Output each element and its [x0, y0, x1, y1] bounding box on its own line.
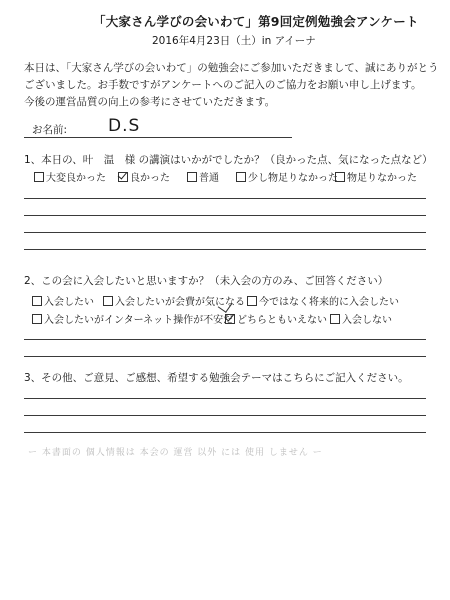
q3-answer-line-3[interactable]	[24, 432, 426, 433]
checkbox-icon	[330, 314, 340, 324]
survey-date: 2016年4月23日（土）in アイーナ	[152, 35, 316, 47]
q3-text: 3、その他、ご意見、ご感想、希望する勉強会テーマはこちらにご記入ください。	[24, 372, 409, 384]
q1-option-5[interactable]: 物足りなかった	[335, 169, 417, 184]
q2-option-4[interactable]: 入会したいがインターネット操作が不安だ	[32, 311, 233, 326]
q2-answer-line-2[interactable]	[24, 356, 426, 357]
checked-checkbox-icon	[118, 172, 128, 182]
q1-answer-line-1[interactable]	[24, 198, 426, 199]
q1-answer-line-2[interactable]	[24, 215, 426, 216]
survey-title: 「大家さん学びの会いわて」第9回定例勉強会アンケート	[93, 14, 419, 29]
intro-line-3: 今後の運営品質の向上の参考にさせていただきます。	[24, 96, 276, 108]
checked-checkbox-icon	[225, 314, 235, 324]
checkbox-icon	[247, 296, 257, 306]
q1-option-2[interactable]: 良かった	[118, 169, 170, 184]
intro-line-2: ございました。お手数ですがアンケートへのご記入のご協力をお願い申し上げます。	[24, 79, 422, 91]
checkbox-icon	[32, 314, 42, 324]
q1-answer-line-4[interactable]	[24, 249, 426, 250]
intro-line-1: 本日は、「大家さん学びの会いわて」の勉強会にご参加いただきまして、誠にありがとう	[24, 62, 439, 74]
checkbox-icon	[335, 172, 345, 182]
name-underline	[24, 137, 292, 138]
q2-option-6[interactable]: 入会しない	[330, 311, 392, 326]
faint-footer-text: ー 本書面の 個人情報は 本会の 運営 以外 には 使用 しません ー	[28, 448, 323, 458]
q1-option-3[interactable]: 普通	[187, 169, 219, 184]
q2-option-5[interactable]: どちらともいえない	[225, 311, 327, 326]
checkbox-icon	[103, 296, 113, 306]
checkbox-icon	[187, 172, 197, 182]
q3-answer-line-2[interactable]	[24, 415, 426, 416]
q2-option-3[interactable]: 今ではなく将来的に入会したい	[247, 293, 399, 308]
q2-option-2[interactable]: 入会したいが会費が気になる	[103, 293, 245, 308]
q1-text: 1、本日の、叶 温 様 の講演はいかがでしたか？（良かった点、気になった点など）	[24, 154, 433, 166]
q1-option-4[interactable]: 少し物足りなかった	[236, 169, 338, 184]
q1-answer-line-3[interactable]	[24, 232, 426, 233]
checkbox-icon	[236, 172, 246, 182]
checkbox-icon	[32, 296, 42, 306]
q3-answer-line-1[interactable]	[24, 398, 426, 399]
q2-text: 2、この会に入会したいと思いますか？（未入会の方のみ、ご回答ください）	[24, 275, 389, 287]
checkbox-icon	[34, 172, 44, 182]
q2-answer-line-1[interactable]	[24, 339, 426, 340]
name-label: お名前:	[32, 124, 68, 136]
q1-option-1[interactable]: 大変良かった	[34, 169, 106, 184]
name-value[interactable]: D.S	[108, 116, 141, 136]
q2-option-1[interactable]: 入会したい	[32, 293, 94, 308]
